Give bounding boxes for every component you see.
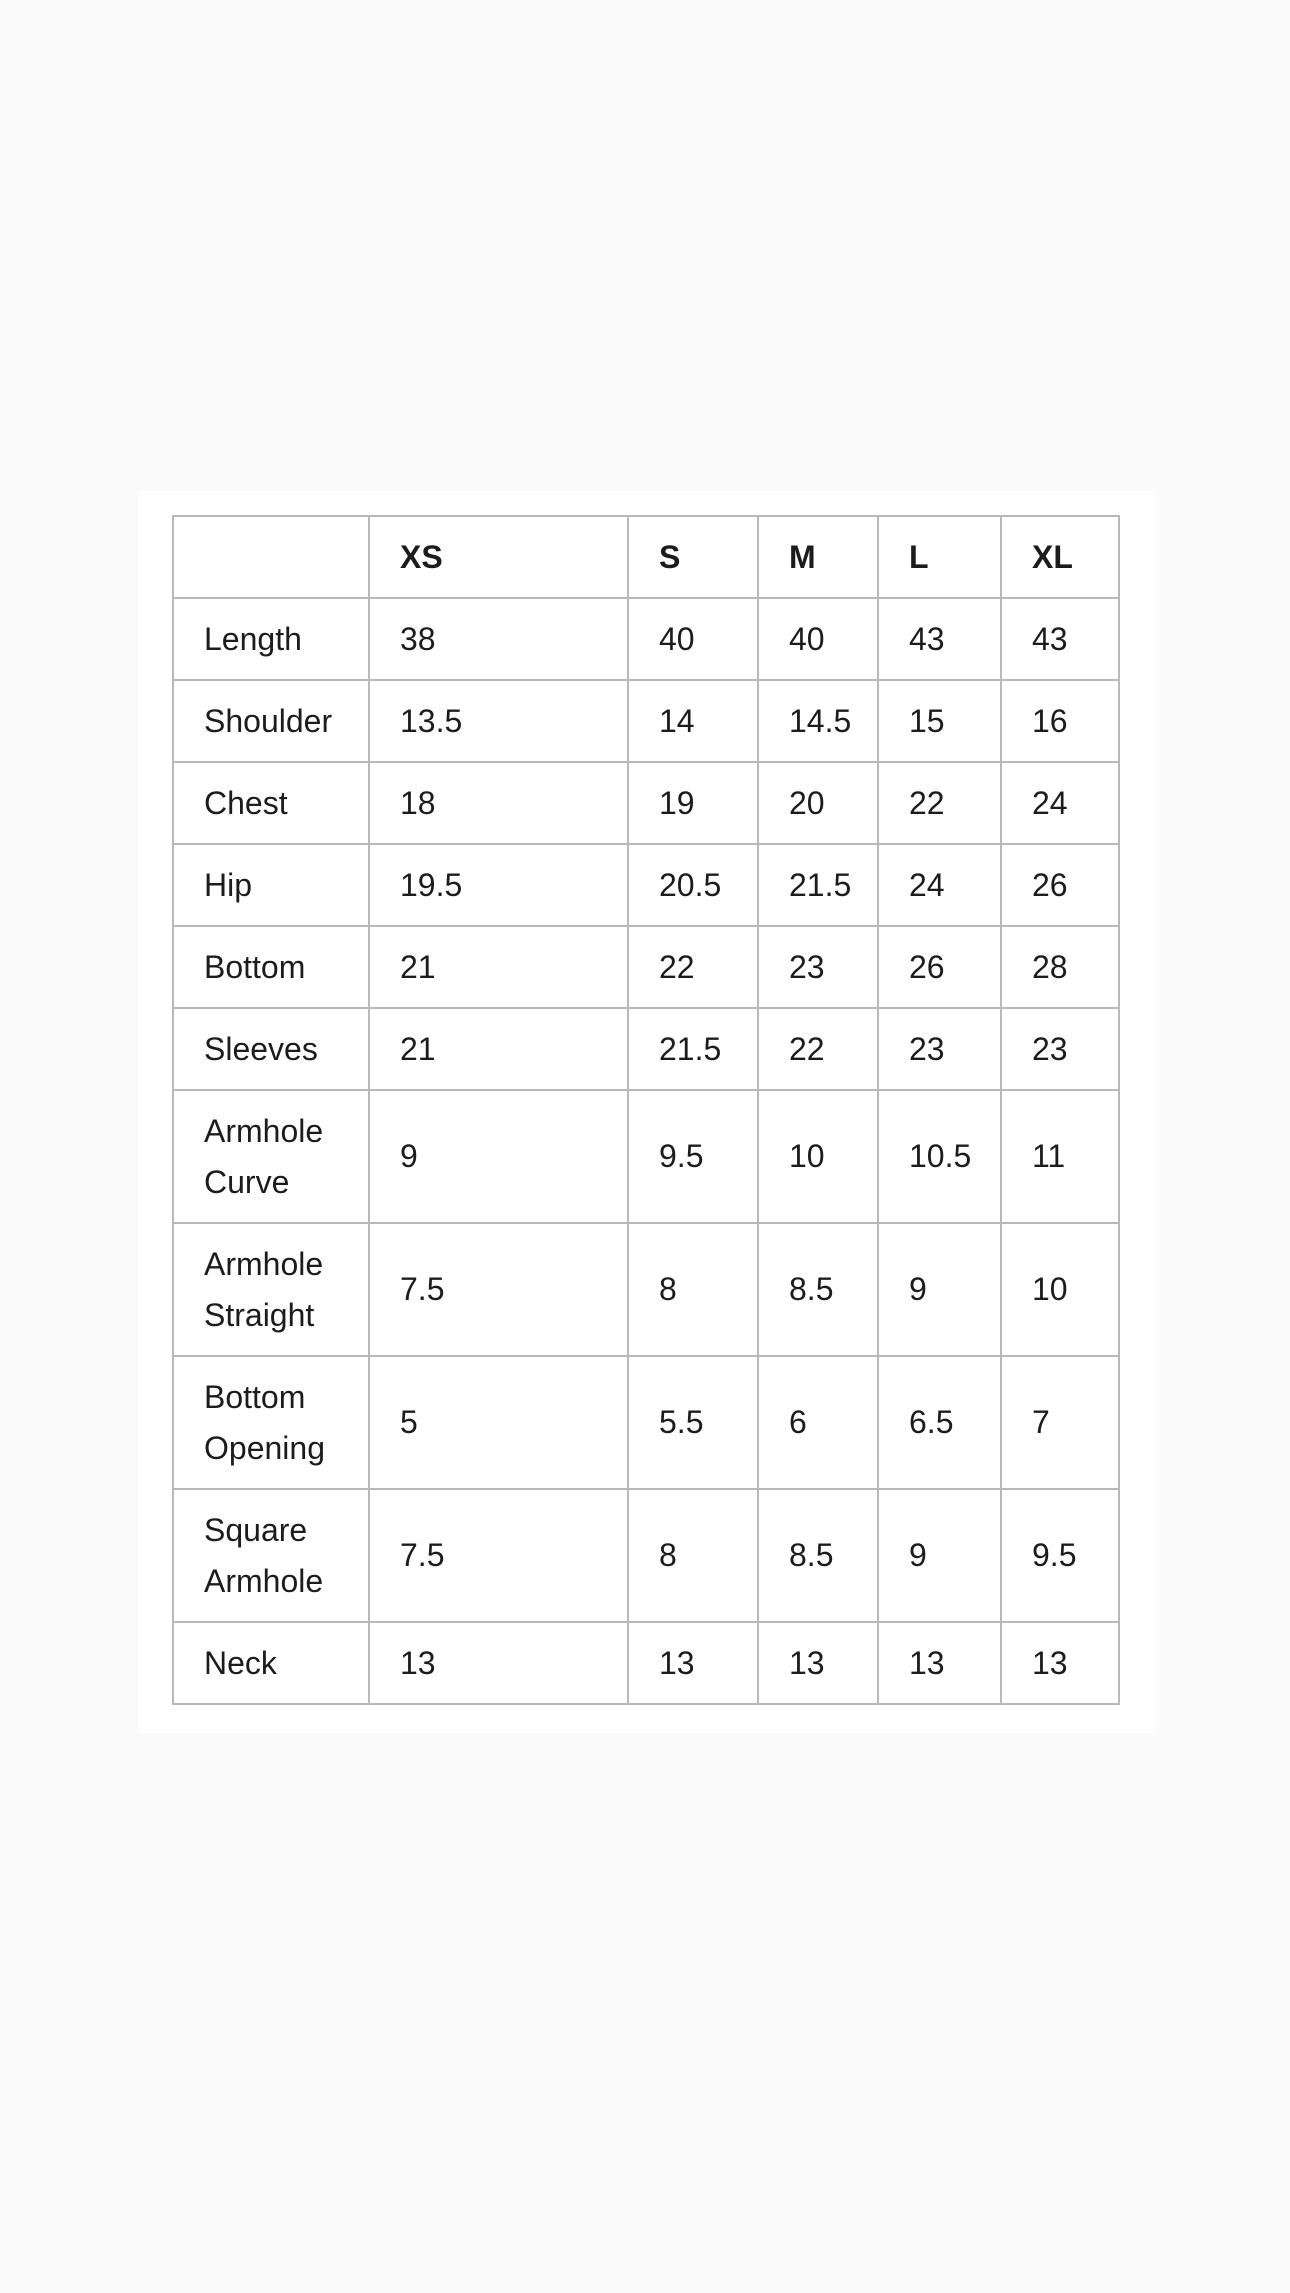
table-cell: 10 — [1001, 1223, 1119, 1356]
table-row-sleeves — [173, 1008, 1119, 1090]
table-cell: 23 — [758, 926, 878, 1008]
header-cell-xs: XS — [369, 516, 628, 598]
row-label: Armhole Straight — [173, 1223, 369, 1356]
table-cell: 8.5 — [758, 1223, 878, 1356]
table-row-neck — [173, 1622, 1119, 1704]
table-cell: 13 — [878, 1622, 1001, 1704]
table-row-bottom-opening — [173, 1356, 1119, 1489]
table-row-armhole-curve — [173, 1090, 1119, 1223]
table-cell: 13.5 — [369, 680, 628, 762]
row-label: Hip — [173, 844, 369, 926]
row-label: Armhole Curve — [173, 1090, 369, 1223]
table-cell: 7 — [1001, 1356, 1119, 1489]
size-chart-table — [172, 515, 1120, 1705]
table-cell: 7.5 — [369, 1223, 628, 1356]
table-cell: 10 — [758, 1090, 878, 1223]
table-cell: 23 — [878, 1008, 1001, 1090]
row-label: Bottom — [173, 926, 369, 1008]
table-cell: 8 — [628, 1489, 758, 1622]
table-row-shoulder — [173, 680, 1119, 762]
table-cell: 5.5 — [628, 1356, 758, 1489]
table-cell: 11 — [1001, 1090, 1119, 1223]
table-cell: 28 — [1001, 926, 1119, 1008]
table-cell: 8.5 — [758, 1489, 878, 1622]
row-label: Square Armhole — [173, 1489, 369, 1622]
table-cell: 16 — [1001, 680, 1119, 762]
table-cell: 21 — [369, 926, 628, 1008]
table-cell: 8 — [628, 1223, 758, 1356]
table-cell: 19.5 — [369, 844, 628, 926]
row-label: Shoulder — [173, 680, 369, 762]
table-cell: 38 — [369, 598, 628, 680]
table-cell: 9 — [878, 1223, 1001, 1356]
table-cell: 13 — [369, 1622, 628, 1704]
table-cell: 13 — [758, 1622, 878, 1704]
table-cell: 20 — [758, 762, 878, 844]
table-row-hip — [173, 844, 1119, 926]
table-cell: 18 — [369, 762, 628, 844]
header-cell-xl: XL — [1001, 516, 1119, 598]
row-label: Chest — [173, 762, 369, 844]
table-cell: 40 — [628, 598, 758, 680]
row-label: Neck — [173, 1622, 369, 1704]
table-cell: 6 — [758, 1356, 878, 1489]
table-cell: 22 — [758, 1008, 878, 1090]
table-cell: 9 — [878, 1489, 1001, 1622]
table-cell: 24 — [878, 844, 1001, 926]
header-cell-m: M — [758, 516, 878, 598]
table-cell: 9 — [369, 1090, 628, 1223]
table-row-chest — [173, 762, 1119, 844]
table-cell: 5 — [369, 1356, 628, 1489]
table-cell: 15 — [878, 680, 1001, 762]
table-cell: 22 — [878, 762, 1001, 844]
row-label: Sleeves — [173, 1008, 369, 1090]
table-cell: 19 — [628, 762, 758, 844]
table-cell: 10.5 — [878, 1090, 1001, 1223]
table-cell: 21.5 — [758, 844, 878, 926]
table-row-bottom — [173, 926, 1119, 1008]
header-row — [173, 516, 1119, 598]
header-cell-s: S — [628, 516, 758, 598]
row-label: Length — [173, 598, 369, 680]
table-cell: 13 — [628, 1622, 758, 1704]
table-cell: 9.5 — [1001, 1489, 1119, 1622]
table-cell: 40 — [758, 598, 878, 680]
table-cell: 13 — [1001, 1622, 1119, 1704]
table-cell: 6.5 — [878, 1356, 1001, 1489]
table-cell: 22 — [628, 926, 758, 1008]
table-cell: 26 — [878, 926, 1001, 1008]
table-cell: 14.5 — [758, 680, 878, 762]
table-row-length — [173, 598, 1119, 680]
table-row-armhole-straight — [173, 1223, 1119, 1356]
table-cell: 21 — [369, 1008, 628, 1090]
header-cell-empty — [173, 516, 369, 598]
table-row-square-armhole — [173, 1489, 1119, 1622]
size-chart-card — [138, 491, 1156, 1733]
table-cell: 14 — [628, 680, 758, 762]
table-cell: 20.5 — [628, 844, 758, 926]
header-cell-l: L — [878, 516, 1001, 598]
table-cell: 7.5 — [369, 1489, 628, 1622]
table-cell: 23 — [1001, 1008, 1119, 1090]
table-cell: 26 — [1001, 844, 1119, 926]
row-label: Bottom Opening — [173, 1356, 369, 1489]
table-cell: 43 — [878, 598, 1001, 680]
table-cell: 9.5 — [628, 1090, 758, 1223]
table-cell: 43 — [1001, 598, 1119, 680]
table-cell: 21.5 — [628, 1008, 758, 1090]
table-cell: 24 — [1001, 762, 1119, 844]
